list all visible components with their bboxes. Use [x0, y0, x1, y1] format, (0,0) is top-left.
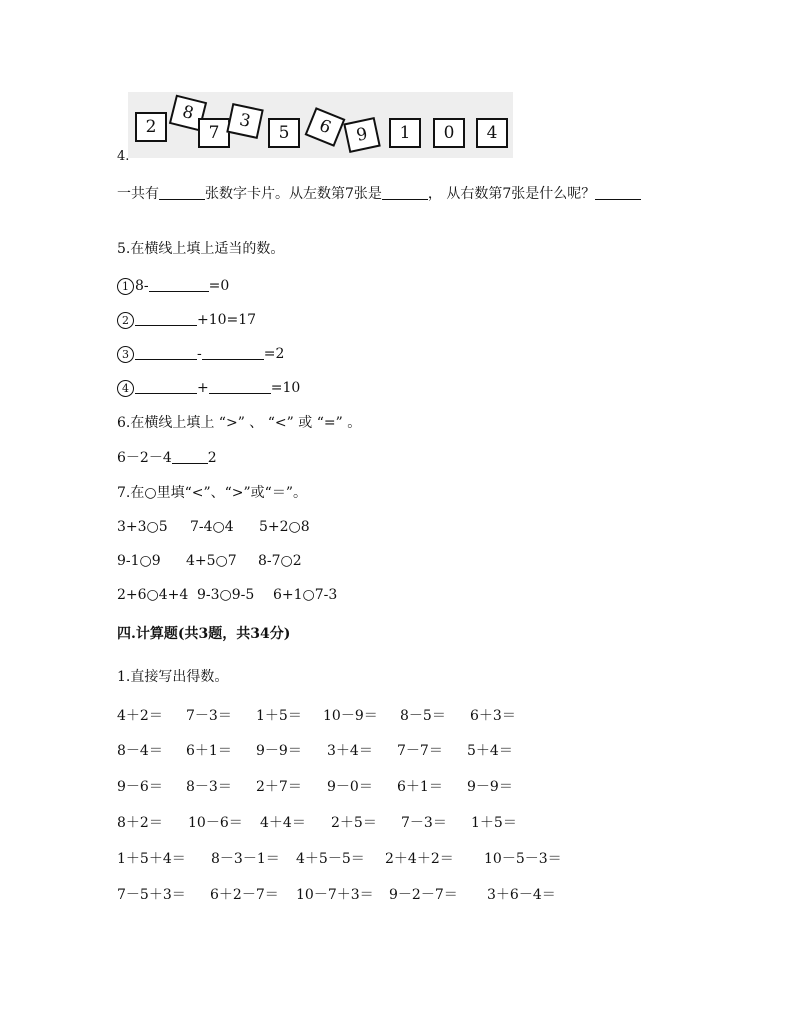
- calc-q1-title: 1.直接写出得数。: [117, 669, 229, 685]
- q5-item-1: [117, 277, 229, 295]
- q5-item-pre: 8-: [135, 278, 149, 294]
- number-cards-image: [128, 92, 513, 158]
- comparison-item: 9-3○9-5: [197, 587, 255, 603]
- answer-blank[interactable]: [149, 277, 209, 292]
- question-4-text: [117, 185, 641, 203]
- section-4-title: 四.计算题(共3题，共34分): [117, 626, 291, 642]
- calc-item: 3＋4＝: [327, 743, 373, 759]
- comparison-item: 6+1○7-3: [273, 587, 338, 603]
- calc-item: 1＋5＝: [256, 708, 302, 724]
- comparison-item: 4+5○7: [186, 553, 237, 569]
- comparison-item: 7-4○4: [190, 519, 234, 535]
- circled-number: 2: [117, 312, 134, 329]
- calc-item: 7－7＝: [397, 743, 443, 759]
- calc-item: 1＋5＋4＝: [117, 851, 186, 867]
- calc-item: 6＋3＝: [470, 708, 516, 724]
- q4-text-c: ， 从右数第7张是什么呢？: [427, 186, 596, 202]
- calc-item: 6＋1＝: [186, 743, 232, 759]
- calc-item: 8－4＝: [117, 743, 163, 759]
- q5-item-post: +10=17: [197, 312, 257, 328]
- number-card: 4: [476, 118, 508, 148]
- calc-item: 4＋2＝: [117, 708, 163, 724]
- calc-item: 8＋2＝: [117, 815, 163, 831]
- q6-tail: 2: [207, 450, 217, 466]
- answer-blank[interactable]: [209, 379, 271, 394]
- q5-item-mid: -: [197, 346, 202, 362]
- answer-blank[interactable]: [202, 345, 264, 360]
- answer-blank[interactable]: [135, 379, 197, 394]
- calc-item: 8－3－1＝: [211, 851, 280, 867]
- q5-item-3: [117, 345, 284, 363]
- calc-item: 9－0＝: [327, 779, 373, 795]
- circled-number: 1: [117, 278, 134, 295]
- question-6-title: 6.在横线上填上 “>” 、 “<” 或 “=” 。: [117, 415, 362, 431]
- circled-number: 3: [117, 346, 134, 363]
- calc-item: 2＋4＋2＝: [385, 851, 454, 867]
- calc-item: 10－9＝: [323, 708, 378, 724]
- number-card: 5: [268, 118, 300, 148]
- calc-item: 3＋6－4＝: [487, 887, 556, 903]
- calc-item: 6＋1＝: [397, 779, 443, 795]
- comparison-item: 5+2○8: [259, 519, 310, 535]
- calc-item: 9－9＝: [256, 743, 302, 759]
- calc-item: 7－3＝: [401, 815, 447, 831]
- comparison-item: 2+6○4+4: [117, 587, 189, 603]
- q6-expr: 6－2－4: [117, 450, 172, 466]
- calc-item: 4＋4＝: [260, 815, 306, 831]
- circled-number: 4: [117, 380, 134, 397]
- calc-item: 9－2－7＝: [389, 887, 458, 903]
- calc-item: 5＋4＝: [467, 743, 513, 759]
- calc-item: 2＋7＝: [256, 779, 302, 795]
- calc-item: 9－9＝: [467, 779, 513, 795]
- number-card: 2: [135, 112, 167, 142]
- q5-item-mid: +: [197, 380, 209, 396]
- q4-text-b: 张数字卡片。从左数第7张是: [205, 186, 382, 202]
- q5-item-post: =2: [263, 346, 285, 362]
- calc-item: 1＋5＝: [471, 815, 517, 831]
- comparison-item: 8-7○2: [258, 553, 302, 569]
- calc-item: 8－3＝: [186, 779, 232, 795]
- number-card: 9: [343, 117, 381, 153]
- q5-item-post: =0: [208, 278, 230, 294]
- answer-blank[interactable]: [595, 185, 641, 200]
- comparison-item: 3+3○5: [117, 519, 168, 535]
- calc-item: 7－3＝: [186, 708, 232, 724]
- question-5-title: 5.在横线上填上适当的数。: [117, 241, 285, 257]
- q5-item-post: =10: [270, 380, 301, 396]
- answer-blank[interactable]: [382, 185, 428, 200]
- q4-text-a: 一共有: [117, 186, 159, 202]
- calc-item: 4＋5－5＝: [296, 851, 365, 867]
- calc-item: 10－6＝: [188, 815, 243, 831]
- answer-blank[interactable]: [172, 449, 208, 464]
- number-card: 7: [198, 118, 230, 148]
- calc-item: 10－7＋3＝: [296, 887, 374, 903]
- calc-item: 10－5－3＝: [484, 851, 562, 867]
- calc-item: 9－6＝: [117, 779, 163, 795]
- answer-blank[interactable]: [135, 345, 197, 360]
- answer-blank[interactable]: [159, 185, 205, 200]
- q5-item-4: [117, 379, 300, 397]
- number-card: 1: [389, 118, 421, 148]
- number-card: 6: [305, 107, 346, 147]
- number-card: 0: [433, 118, 465, 148]
- number-card: 3: [226, 103, 264, 139]
- answer-blank[interactable]: [135, 311, 197, 326]
- calc-item: 7－5＋3＝: [117, 887, 186, 903]
- q5-item-2: [117, 311, 256, 329]
- calc-item: 6＋2－7＝: [210, 887, 279, 903]
- number-card: 8: [169, 95, 207, 132]
- comparison-item: 9-1○9: [117, 553, 161, 569]
- q6-expression: [117, 449, 217, 467]
- question-4-number: 4.: [117, 149, 130, 164]
- calc-item: 2＋5＝: [331, 815, 377, 831]
- question-7-title: 7.在○里填“<”、“>”或“＝”。: [117, 485, 307, 501]
- calc-item: 8－5＝: [400, 708, 446, 724]
